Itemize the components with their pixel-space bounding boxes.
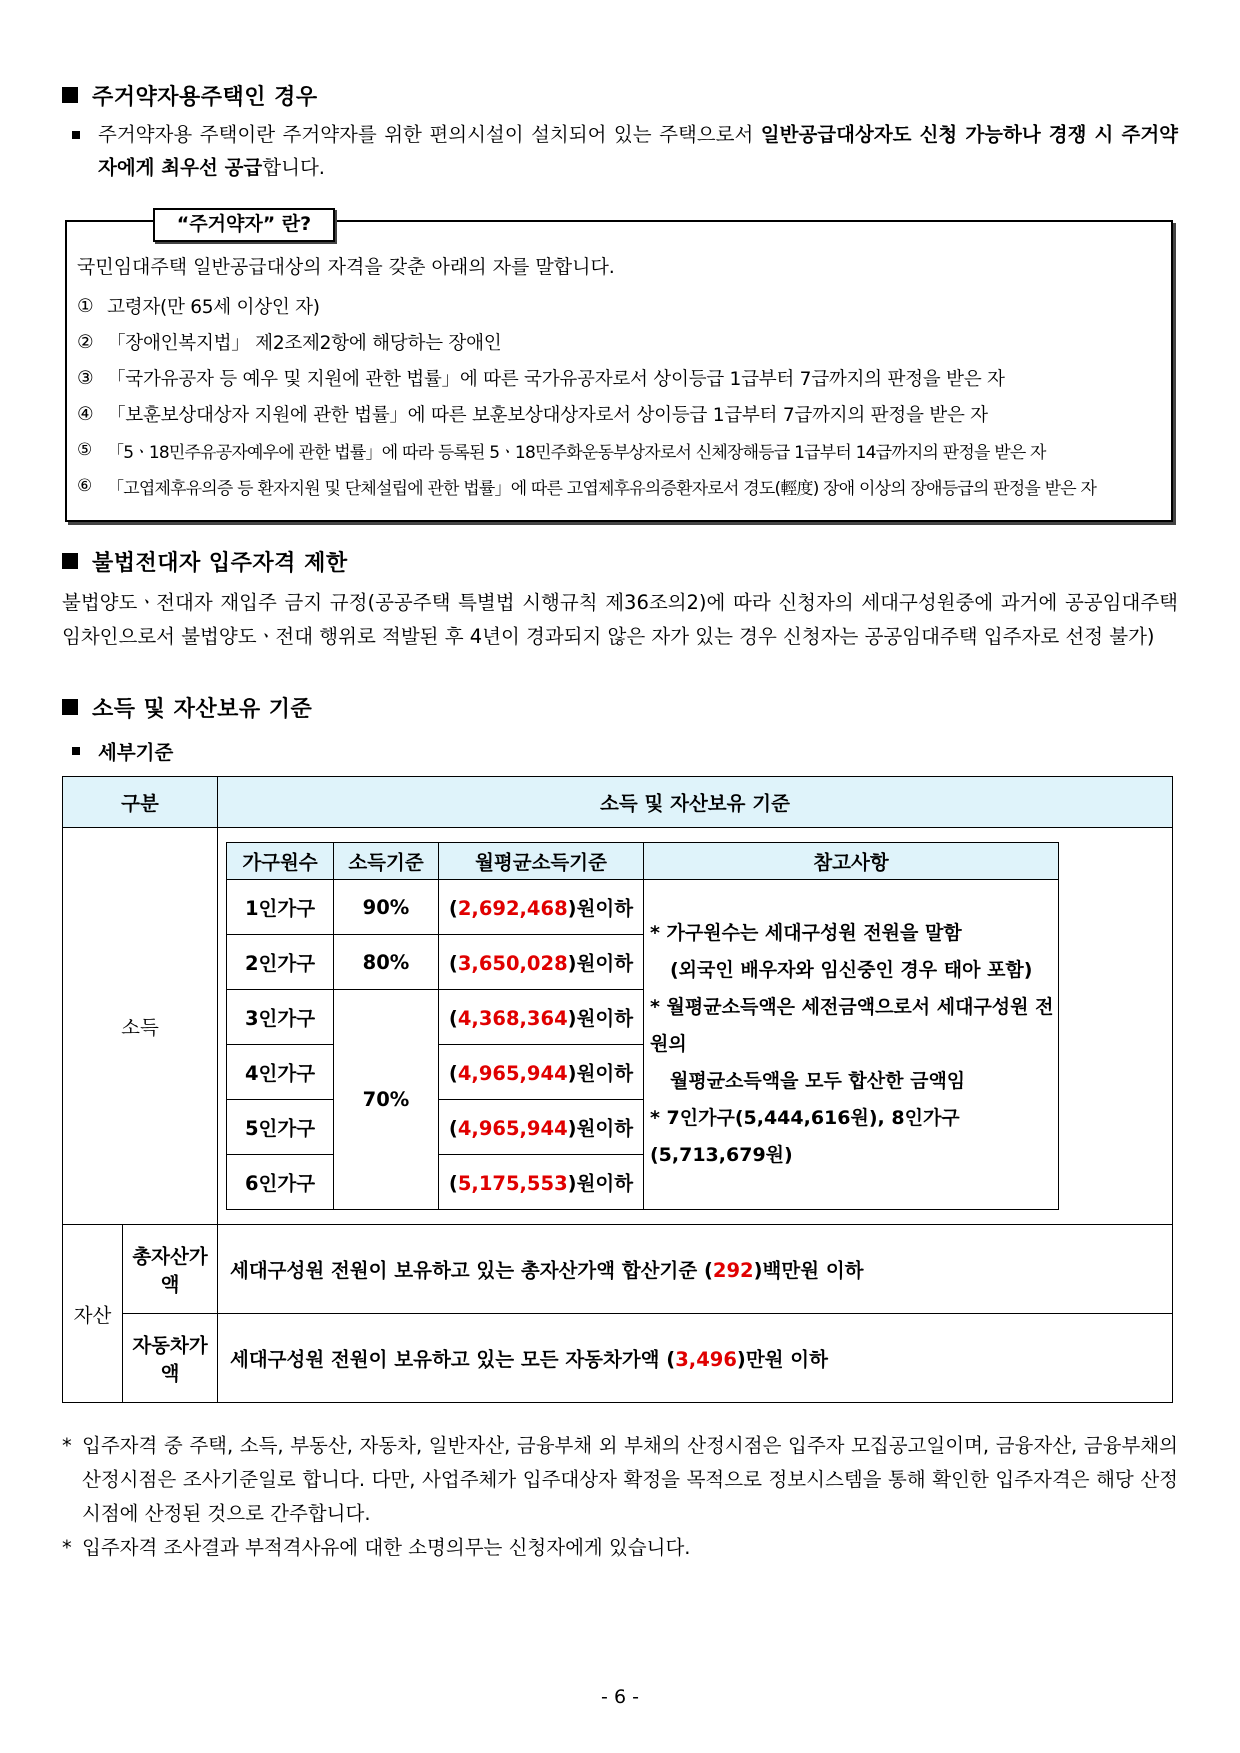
inner-header-notes: 참고사항: [644, 843, 1059, 880]
note-line: * 가구원수는 세대구성원 전원을 말함: [650, 922, 962, 944]
car-asset-label: 자동차가액: [123, 1314, 218, 1403]
ratio-cell: 70%: [334, 990, 439, 1210]
item-text: 「장애인복지법」 제2조제2항에 해당하는 장애인: [107, 333, 502, 354]
amount-value: 2,692,468: [457, 897, 568, 920]
square-bullet-icon: [62, 699, 78, 715]
income-inner-table: [226, 842, 1059, 1210]
item-text: 「보훈보상대상자 지원에 관한 법률」에 따른 보훈보상대상자로서 상이등급 1급부터 7급까지의 판정을 받은 자: [107, 405, 988, 426]
household-cell: 5인가구: [227, 1100, 334, 1155]
total-asset-label: 총자산가액: [123, 1225, 218, 1314]
definition-item: [77, 324, 1165, 360]
paren: ): [567, 897, 577, 920]
ratio-cell: 90%: [334, 880, 439, 935]
footnote: [62, 1429, 1178, 1531]
item-text: 「5ㆍ18민주유공자예우에 관한 법률」에 따라 등록된 5ㆍ18민주화운동부상자로서 신체장해등급 1급부터 14급까지의 판정을 받은 자: [107, 442, 1046, 463]
amount-value: 4,368,364: [457, 1007, 568, 1030]
footnote-mark: *: [62, 1434, 72, 1457]
amount-suffix: 원이하: [576, 952, 634, 975]
amount-value: 3,650,028: [457, 952, 568, 975]
asset-label: 자산: [63, 1225, 123, 1403]
paren: ): [567, 1062, 577, 1085]
criteria-text: 세대구성원 전원이 보유하고 있는 총자산가액 합산기준 (: [230, 1259, 713, 1282]
footnote: [62, 1531, 1178, 1565]
criteria-text: )만원 이하: [736, 1348, 828, 1371]
footnote-text: 입주자격 중 주택, 소득, 부동산, 자동차, 일반자산, 금융부채 외 부채의 산정시점은 입주자 모집공고일이며, 금융자산, 금융부채의 산정시점은 조사기준일로 합니다. 다만, 사업주체가 입주대상자 확정을 목적으로 정보시스템을 통해 확인한 입주자격은 해당 산정시점에 산정된 것으로 간주합니다.: [82, 1434, 1178, 1525]
amount-suffix: 원이하: [576, 1062, 634, 1085]
section-title-text: 소득 및 자산보유 기준: [92, 696, 313, 722]
paren: (: [448, 1117, 458, 1140]
amount-cell: [439, 1100, 644, 1155]
amount-value: 4,965,944: [457, 1117, 568, 1140]
item-number: ⑤: [77, 440, 92, 460]
amount-cell: [439, 1045, 644, 1100]
note-line: * 월평균소득액은 세전금액으로서 세대구성원 전원의: [650, 996, 1054, 1055]
definition-list: [77, 288, 1165, 504]
footnote-mark: *: [62, 1536, 72, 1559]
section-title-illegal-sublease: [62, 544, 1178, 578]
amount-suffix: 원이하: [576, 897, 634, 920]
amount-cell: [439, 880, 644, 935]
table-row: [227, 880, 1059, 935]
amount-cell: [439, 990, 644, 1045]
criteria-text: )백만원 이하: [753, 1259, 864, 1282]
item-number: ③: [77, 367, 94, 389]
small-square-bullet-icon: [72, 131, 80, 139]
section-title-text: 주거약자용주택인 경우: [92, 84, 318, 110]
inner-header-ratio: 소득기준: [334, 843, 439, 880]
definition-item: [77, 468, 1165, 504]
household-cell: 6인가구: [227, 1155, 334, 1210]
item-number: ①: [77, 295, 94, 317]
definition-item: [77, 288, 1165, 324]
household-cell: 4인가구: [227, 1045, 334, 1100]
definition-box: [65, 213, 1173, 522]
paren: (: [448, 1007, 458, 1030]
paren: (: [448, 1062, 458, 1085]
sub-title-detail: [72, 736, 1178, 766]
car-asset-criteria: [218, 1314, 1173, 1403]
sub-title-text: 세부기준: [98, 741, 174, 764]
amount-value: 4,965,944: [457, 1062, 568, 1085]
household-cell: 3인가구: [227, 990, 334, 1045]
footnotes: [62, 1429, 1178, 1565]
total-asset-criteria: [218, 1225, 1173, 1314]
page-number: - 6 -: [601, 1686, 639, 1708]
amount-suffix: 원이하: [576, 1007, 634, 1030]
car-asset-value: 3,496: [675, 1348, 737, 1371]
definition-item: [77, 396, 1165, 432]
header-category: 구분: [63, 777, 218, 828]
amount-suffix: 원이하: [576, 1117, 634, 1140]
paren: (: [448, 897, 458, 920]
household-cell: 2인가구: [227, 935, 334, 990]
amount-value: 5,175,553: [457, 1172, 568, 1195]
item-number: ②: [77, 331, 94, 353]
ratio-cell: 80%: [334, 935, 439, 990]
item-number: ④: [77, 403, 94, 425]
amount-cell: [439, 1155, 644, 1210]
definition-intro: 국민임대주택 일반공급대상의 자격을 갖춘 아래의 자를 말합니다.: [77, 256, 615, 278]
paren: (: [448, 1172, 458, 1195]
item-text: 고령자(만 65세 이상인 자): [107, 297, 320, 318]
definition-item: [77, 432, 1165, 468]
description-part-bold: 일반공급대상자도 신청 가능하나 경쟁 시 주거약자에게 최우선 공급: [98, 123, 1178, 179]
note-line: (외국인 배우자와 임신중인 경우 태아 포함): [670, 959, 1033, 981]
income-asset-table: [62, 776, 1173, 1403]
square-bullet-icon: [62, 87, 78, 103]
inner-header-amount: 월평균소득기준: [439, 843, 644, 880]
definition-item: [77, 360, 1165, 396]
item-text: 「고엽제후유의증 등 환자지원 및 단체설립에 관한 법률」에 따른 고엽제후유의증환자로서 경도(輕度) 장애 이상의 장애등급의 판정을 받은 자: [107, 478, 1097, 499]
footnote-text: 입주자격 조사결과 부적격사유에 대한 소명의무는 신청자에게 있습니다.: [82, 1536, 691, 1559]
inner-header-household: 가구원수: [227, 843, 334, 880]
note-line: * 7인가구(5,444,616원), 8인가구(5,713,679원): [650, 1107, 960, 1166]
paren: (: [448, 952, 458, 975]
paren: ): [567, 1172, 577, 1195]
criteria-text: 세대구성원 전원이 보유하고 있는 모든 자동차가액 (: [230, 1348, 676, 1371]
section-title-income-assets: [62, 690, 1178, 724]
paren: ): [567, 952, 577, 975]
square-bullet-icon: [62, 553, 78, 569]
total-asset-value: 292: [712, 1259, 754, 1282]
item-text: 「국가유공자 등 예우 및 지원에 관한 법률」에 따른 국가유공자로서 상이등급 1급부터 7급까지의 판정을 받은 자: [107, 369, 1005, 390]
definition-box-title: “주거약자” 란?: [153, 208, 335, 242]
household-cell: 1인가구: [227, 880, 334, 935]
income-label: 소득: [63, 828, 218, 1225]
amount-suffix: 원이하: [576, 1172, 634, 1195]
note-line: 월평균소득액을 모두 합산한 금액임: [670, 1070, 966, 1092]
weak-housing-description: [62, 118, 1178, 184]
paren: ): [567, 1117, 577, 1140]
small-square-bullet-icon: [72, 747, 80, 755]
section-title-text: 불법전대자 입주자격 제한: [92, 550, 348, 576]
description-part-c: 합니다.: [262, 156, 325, 179]
amount-cell: [439, 935, 644, 990]
paren: ): [567, 1007, 577, 1030]
item-number: ⑥: [77, 476, 92, 496]
income-cell: [218, 828, 1173, 1225]
illegal-sublease-paragraph: 불법양도ㆍ전대자 재입주 금지 규정(공공주택 특별법 시행규칙 제36조의2)에 따라 신청자의 세대구성원중에 과거에 공공임대주택 임차인으로서 불법양도ㆍ전대 행위로 적발된 후 4년이 경과되지 않은 자가 있는 경우 신청자는 공공임대주택 입주자로 선정 불가): [62, 591, 1178, 648]
document-page: [62, 78, 1178, 1565]
header-criteria: 소득 및 자산보유 기준: [218, 777, 1173, 828]
notes-cell: [644, 880, 1059, 1210]
description-part-a: 주거약자용 주택이란 주거약자를 위한 편의시설이 설치되어 있는 주택으로서: [98, 123, 761, 146]
section-title-weak-housing: [62, 78, 1178, 112]
